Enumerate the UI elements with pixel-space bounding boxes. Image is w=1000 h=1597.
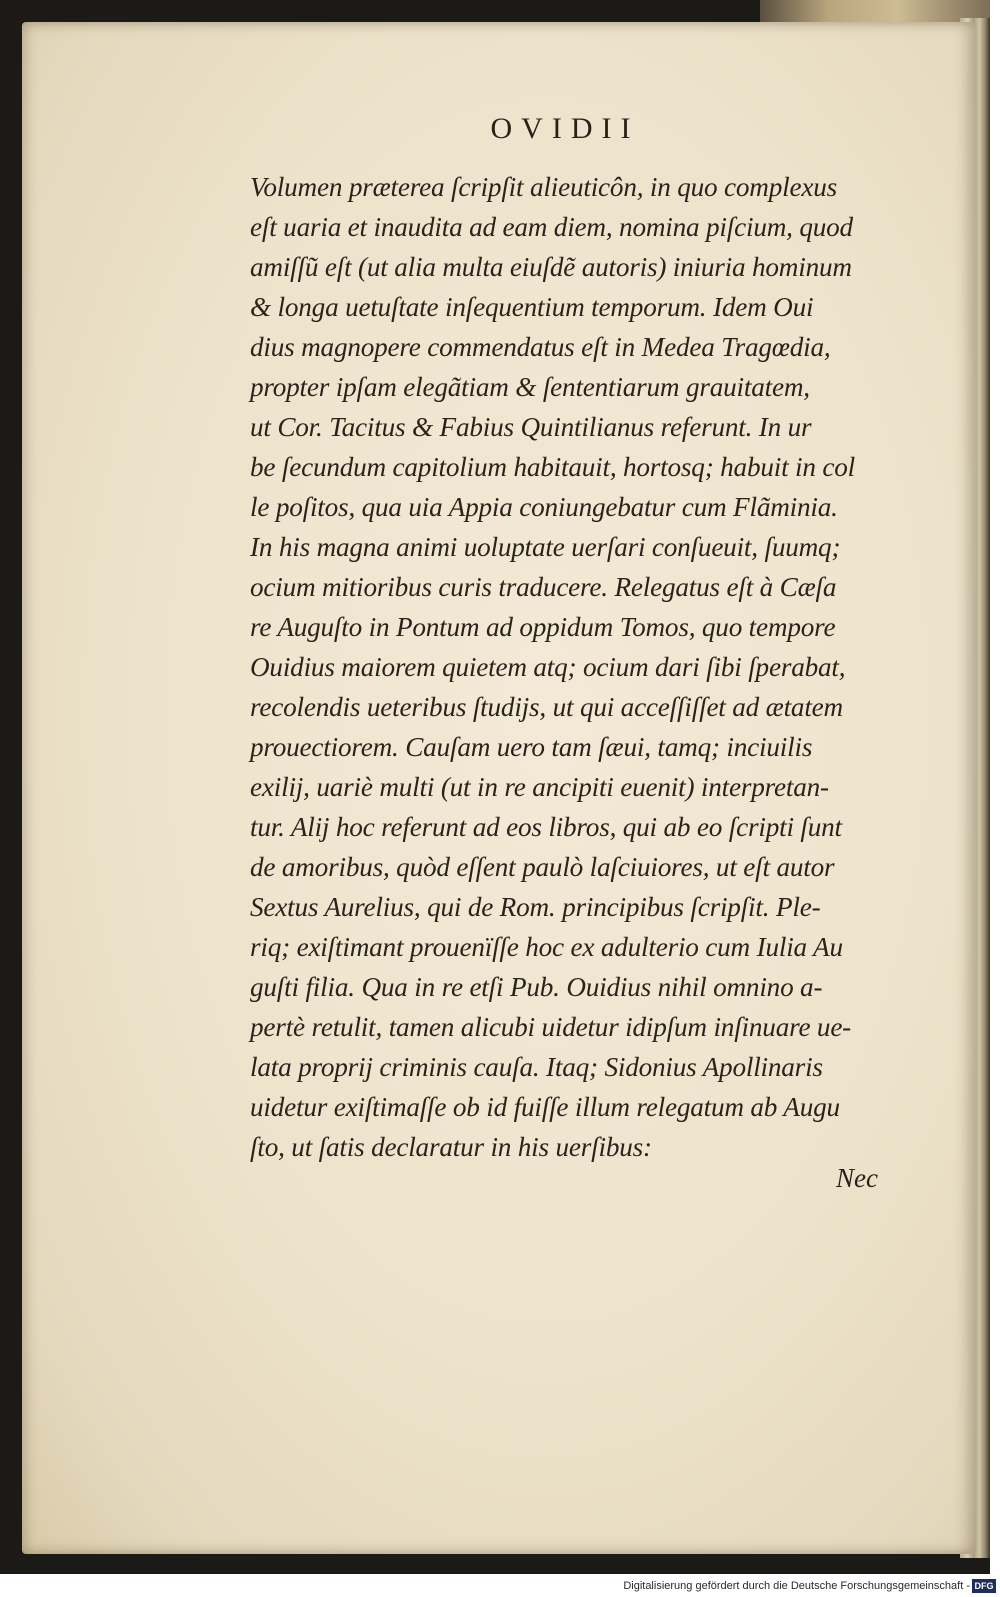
text-line: & longa uetuſtate inſequentium temporum. Idem Oui bbox=[250, 292, 814, 322]
text-line: lata proprij criminis cauſa. Itaq; Sidonius Apollinaris bbox=[250, 1052, 823, 1082]
text-line: re Auguſto in Pontum ad oppidum Tomos, quo tempore bbox=[250, 612, 836, 642]
text-line: be ſecundum capitolium habitauit, hortosq; habuit in col bbox=[250, 452, 855, 482]
text-line: prouectiorem. Cauſam uero tam ſæui, tamq; inciuilis bbox=[250, 732, 813, 762]
digitization-footer bbox=[0, 1577, 1000, 1597]
funding-credit: Digitalisierung gefördert durch die Deutsche Forschungsgemeinschaft - bbox=[623, 1580, 970, 1592]
text-line: ſto, ut ſatis declaratur in his uerſibus: bbox=[250, 1132, 652, 1162]
text-line: le poſitos, qua uia Appia coniungebatur cum Flãminia. bbox=[250, 492, 838, 522]
text-line: uidetur exiſtimaſſe ob id fuiſſe illum relegatum ab Augu bbox=[250, 1092, 840, 1122]
text-line: tur. Alij hoc referunt ad eos libros, qui ab eo ſcripti ſunt bbox=[250, 812, 842, 842]
text-line: Ouidius maiorem quietem atq; ocium dari ſibi ſperabat, bbox=[250, 652, 846, 682]
body-text bbox=[250, 167, 890, 1167]
text-line: riq; exiſtimant prouenïſſe hoc ex adulterio cum Iulia Au bbox=[250, 932, 843, 962]
text-line: amiſſũ eſt (ut alia multa eiuſdẽ autoris) iniuria hominum bbox=[250, 252, 852, 282]
text-line: de amoribus, quòd eſſent paulò laſciuiores, ut eſt autor bbox=[250, 852, 835, 882]
dfg-logo: DFG bbox=[972, 1579, 996, 1593]
catchword: Nec bbox=[836, 1163, 878, 1193]
text-line: recolendis ueteribus ſtudijs, ut qui acceſſiſſet ad ætatem bbox=[250, 692, 843, 722]
book-top-edge bbox=[760, 0, 990, 22]
running-head: OVIDII bbox=[490, 112, 640, 145]
text-line: ut Cor. Tacitus & Fabius Quintilianus referunt. In ur bbox=[250, 412, 812, 442]
text-line: In his magna animi uoluptate uerſari conſueuit, ſuumq; bbox=[250, 532, 841, 562]
text-line: pertè retulit, tamen alicubi uidetur idipſum inſinuare ue- bbox=[250, 1012, 852, 1042]
text-line: exilij, uariè multi (ut in re ancipiti euenit) interpretan- bbox=[250, 772, 829, 802]
text-line: guſti filia. Qua in re etſi Pub. Ouidius nihil omnino a- bbox=[250, 972, 823, 1002]
text-line: dius magnopere commendatus eſt in Medea Tragœdia, bbox=[250, 332, 831, 362]
text-line: Sextus Aurelius, qui de Rom. principibus ſcripſit. Ple- bbox=[250, 892, 821, 922]
text-line: eſt uaria et inaudita ad eam diem, nomina piſcium, quod bbox=[250, 212, 853, 242]
text-line: Volumen præterea ſcripſit alieuticôn, in quo complexus bbox=[250, 172, 837, 202]
text-line: propter ipſam elegãtiam & ſententiarum grauitatem, bbox=[250, 372, 810, 402]
text-line: ocium mitioribus curis traducere. Relegatus eſt à Cæſa bbox=[250, 572, 837, 602]
